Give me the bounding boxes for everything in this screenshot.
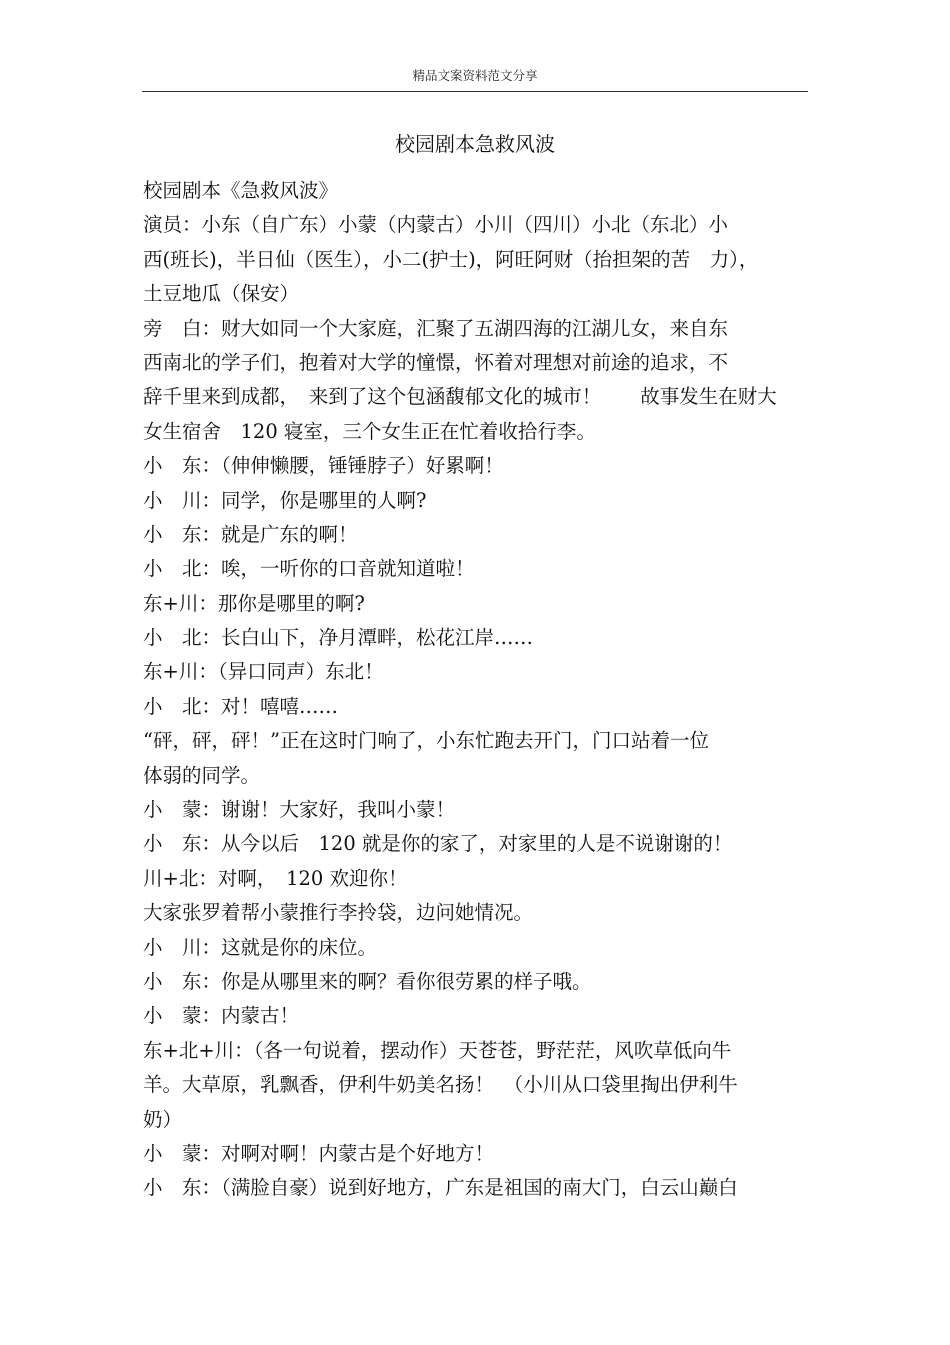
- text-line: 旁 白：财大如同一个大家庭，汇聚了五湖四海的江湖儿女，来自东: [143, 316, 729, 340]
- text-line: 大家张罗着帮小蒙推行李拎袋，边问她情况。: [143, 901, 534, 925]
- text-line: 小 东：就是广东的啊！: [143, 522, 358, 546]
- text-line: 小 东：（伸伸懒腰，锤锤脖子）好累啊！: [143, 454, 504, 478]
- text-line: 校园剧本《急救风波》: [143, 179, 339, 202]
- text-line: 女生宿舍 120 寝室，三个女生正在忙着收拾行李。: [143, 419, 596, 443]
- text-line: 小 川：这就是你的床位。: [143, 935, 378, 959]
- text-line: 演员：小东（自广东）小蒙（内蒙古）小川（四川）小北（东北）小: [143, 213, 729, 237]
- text-line: 小 北：长白山下，净月潭畔，松花江岸……: [143, 626, 534, 650]
- document-title: 校园剧本急救风波: [395, 132, 555, 156]
- text-line: 西南北的学子们，抱着对大学的憧憬，怀着对理想对前途的追求，不: [143, 350, 729, 374]
- text-line: 小 北：对！嘻嘻……: [143, 694, 339, 718]
- text-line: 辞千里来到成都， 来到了这个包涵馥郁文化的城市！ 故事发生在财大: [143, 385, 777, 409]
- text-line: 小 北：唉，一听你的口音就知道啦！: [143, 557, 475, 581]
- text-line: 土豆地瓜（保安）: [143, 282, 300, 306]
- text-line: 羊。大草原，乳飘香，伊利牛奶美名扬！ （小川从口袋里掏出伊利牛: [143, 1073, 738, 1097]
- text-line: 小 蒙：对啊对啊！内蒙古是个好地方！: [143, 1141, 495, 1165]
- text-line: 东+川：那你是哪里的啊?: [143, 591, 365, 615]
- header-rule: [142, 91, 808, 92]
- text-line: 东+川：（异口同声）东北！: [143, 660, 384, 684]
- text-line: 小 东：你是从哪里来的啊？看你很劳累的样子哦。: [143, 969, 592, 993]
- text-line: 东+北+川：（各一句说着，摆动作）天苍苍，野茫茫，风吹草低向牛: [143, 1038, 732, 1062]
- text-line: 小 蒙：内蒙古！: [143, 1004, 300, 1028]
- text-line: 小 东：从今以后 120 就是你的家了，对家里的人是不说谢谢的！: [143, 832, 733, 856]
- text-line: 小 川：同学，你是哪里的人啊?: [143, 488, 427, 512]
- text-line: 体弱的同学。: [143, 763, 261, 787]
- text-line: “砰，砰，砰！”正在这时门响了，小东忙跑去开门，门口站着一位: [143, 729, 709, 753]
- text-line: 川+北：对啊， 120 欢迎你！: [143, 866, 408, 890]
- text-line: 小 东：（满脸自豪）说到好地方，广东是祖国的南大门，白云山巅白: [143, 1176, 738, 1200]
- page-header: 精品文案资料范文分享: [412, 68, 538, 83]
- text-line: 奶）: [143, 1107, 183, 1131]
- document-body: [143, 174, 808, 1206]
- text-line: 小 蒙：谢谢！大家好，我叫小蒙！: [143, 798, 456, 822]
- text-line: 西(班长)，半日仙（医生），小二(护士)，阿旺阿财（抬担架的苦 力），: [143, 247, 759, 271]
